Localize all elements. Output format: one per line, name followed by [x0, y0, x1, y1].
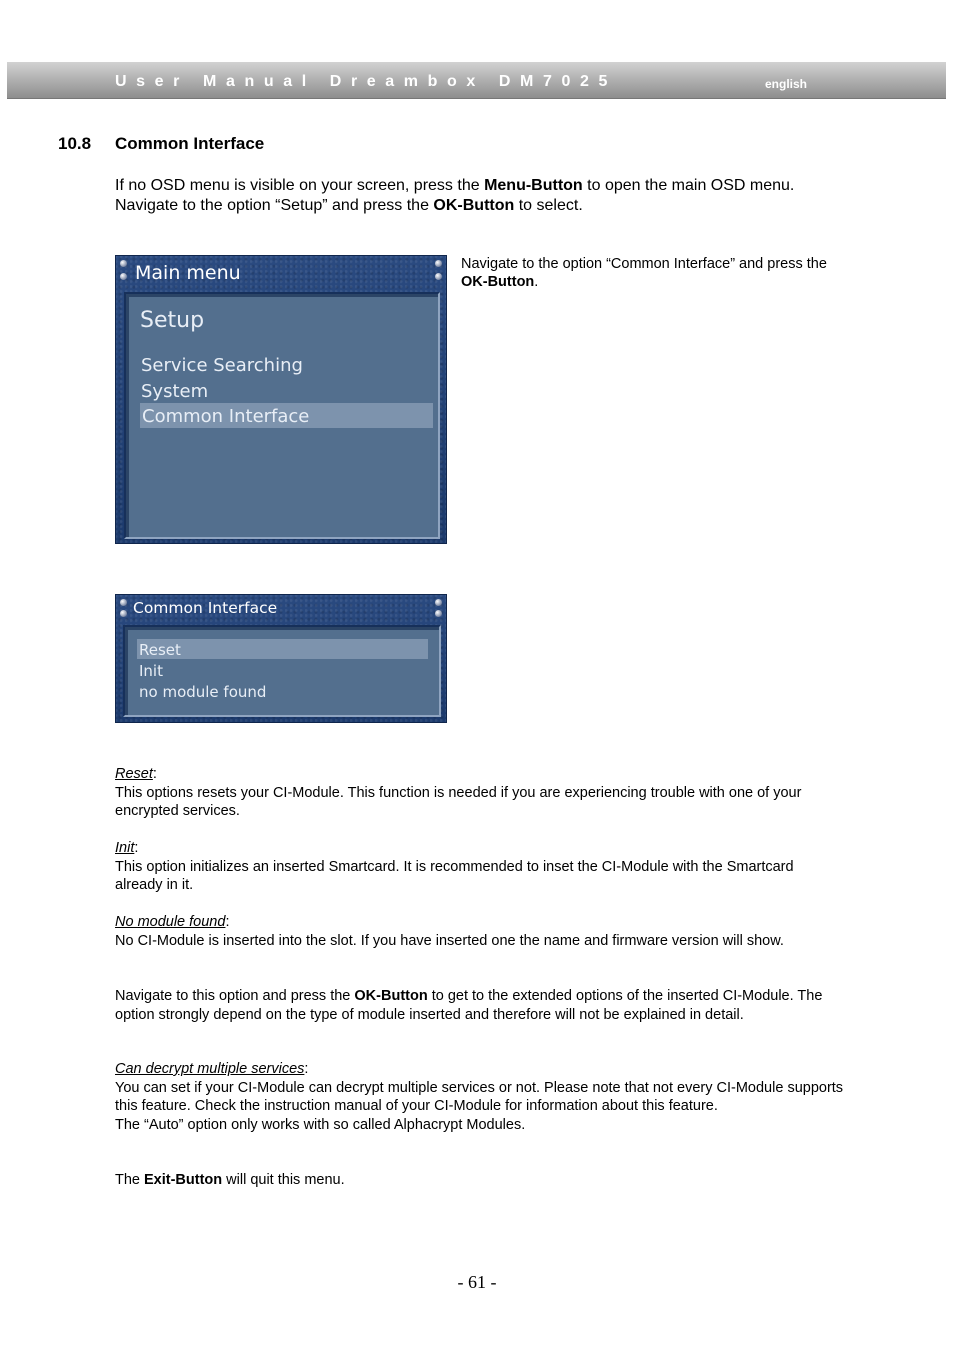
page-number: - 61 - [457, 1272, 497, 1292]
reset-heading: Reset [115, 766, 153, 782]
decrypt-text: You can set if your CI-Module can decrypt multiple services or not. Please note that not every CI-Module supports this feature. Check the instruction manual of your CI-Module for information about this feature. [115, 1079, 844, 1114]
osd-menu-item-system[interactable]: System [141, 381, 209, 402]
header-bar [7, 62, 946, 99]
screw-icon [435, 599, 442, 606]
navigate-paragraph: Navigate to this option and press the OK-Button to get to the extended options of the inserted CI-Module. The option strongly depend on the type of module inserted and therefore will not be explained in detail. [115, 988, 823, 1023]
no-module-heading: No module found [115, 914, 226, 930]
osd-menu-item-service-searching[interactable]: Service Searching [141, 355, 303, 376]
side-note: Navigate to the option “Common Interface” and press the OK-Button. [461, 256, 827, 290]
osd-ci-title: Common Interface [133, 599, 278, 617]
section-title: Common Interface [115, 134, 265, 153]
init-heading: Init [115, 840, 135, 856]
screw-icon [435, 273, 442, 280]
exit-paragraph: The Exit-Button will quit this menu. [115, 1172, 345, 1188]
screw-icon [435, 610, 442, 617]
language-label: english [765, 77, 808, 91]
osd-setup-heading: Setup [140, 308, 205, 333]
osd-main-menu-title: Main menu [135, 262, 241, 284]
screw-icon [120, 610, 127, 617]
manual-title: User Manual Dreambox DM7025 [115, 73, 617, 90]
osd-ci-panel [123, 625, 441, 717]
decrypt-description: Can decrypt multiple services: You can set if your CI-Module can decrypt multiple services or not. Please note that not every CI-Module supports this feature. Check the instruction manual of your CI-Module for information about this feature. The “Auto” option only works with so called Alphacrypt Modules. [115, 1061, 844, 1133]
osd-main-menu-panel [124, 292, 440, 539]
screw-icon [435, 260, 442, 267]
init-text: This option initializes an inserted Smartcard. It is recommended to inset the CI-Module with the Smartcard already in it. [115, 858, 794, 893]
init-description: Init: This option initializes an inserted Smartcard. It is recommended to inset the CI-Module with the Smartcard already in it. [115, 839, 845, 895]
section-number: 10.8 [58, 134, 92, 153]
osd-common-interface-screenshot [115, 594, 447, 723]
no-module-text: No CI-Module is inserted into the slot. If you have inserted one the name and firmware version will show. [115, 932, 784, 949]
screw-icon [120, 260, 127, 267]
intro-paragraph: If no OSD menu is visible on your screen, press the Menu-Button to open the main OSD menu. Navigate to the option “Setup” and press the OK-Button to select. [115, 177, 795, 214]
reset-description: Reset: This options resets your CI-Module. This function is needed if you are experiencing trouble with one of your encrypted services. [115, 765, 845, 821]
osd-main-menu-screenshot [115, 255, 447, 544]
auto-text: The “Auto” option only works with so called Alphacrypt Modules. [115, 1116, 526, 1133]
screw-icon [120, 599, 127, 606]
osd-ci-item-reset[interactable]: Reset [139, 641, 181, 659]
osd-ci-item-init[interactable]: Init [139, 662, 163, 680]
reset-text: This options resets your CI-Module. This function is needed if you are experiencing trouble with one of your encrypted services. [115, 784, 802, 819]
osd-ci-item-no-module-found[interactable]: no module found [139, 683, 267, 701]
decrypt-heading: Can decrypt multiple services [115, 1061, 305, 1077]
screw-icon [120, 273, 127, 280]
osd-menu-item-common-interface[interactable]: Common Interface [142, 406, 310, 427]
no-module-description: No module found: No CI-Module is inserted into the slot. If you have inserted one the name and firmware version will show. [115, 913, 845, 950]
